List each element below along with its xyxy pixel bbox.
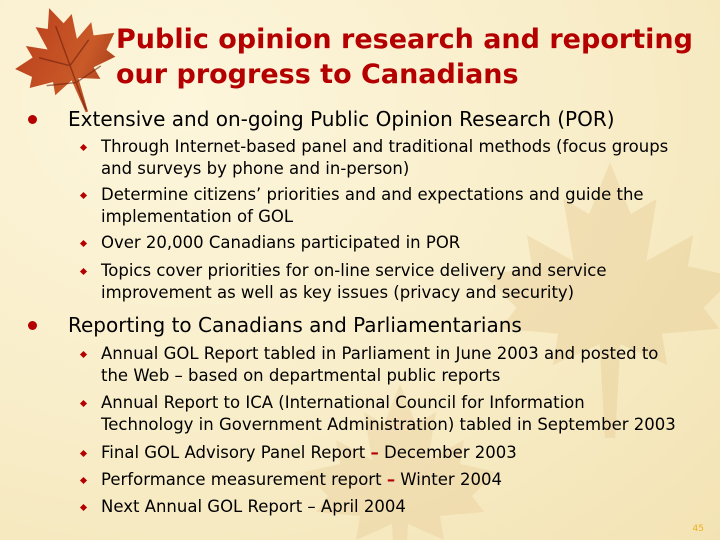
list-item-text: and surveys by phone and in-person) (101, 159, 410, 178)
bullet-dot-icon (28, 115, 37, 124)
maple-leaf-icon (4, 0, 132, 120)
list-item-text: the Web – based on departmental public reports (101, 366, 501, 385)
diamond-bullet-icon (80, 504, 87, 511)
list-item-text: Next Annual GOL Report – April 2004 (101, 497, 406, 516)
list-item-text: improvement as well as key issues (privacy and security) (101, 283, 575, 302)
title-line-1: Public opinion research and reporting (116, 24, 693, 55)
list-item-text: Over 20,000 Canadians participated in POR (101, 233, 461, 252)
section-heading-text: Extensive and on-going Public Opinion Research (POR) (68, 107, 615, 131)
list-item-text: Topics cover priorities for on-line service delivery and service (101, 261, 607, 280)
list-item-text: Final GOL Advisory Panel Report – December 2003 (101, 443, 517, 462)
diamond-bullet-icon (80, 192, 87, 199)
list-item-text: Technology in Government Administration) tabled in September 2003 (101, 415, 676, 434)
diamond-bullet-icon (80, 450, 87, 457)
title-line-2: our progress to Canadians (116, 59, 519, 90)
list-item-text: implementation of GOL (101, 207, 294, 226)
list-item-text: Performance measurement report – Winter 2004 (101, 470, 502, 489)
list-item-text: Annual Report to ICA (International Council for Information (101, 393, 585, 412)
diamond-bullet-icon (80, 268, 87, 275)
section-heading-text: Reporting to Canadians and Parliamentarians (68, 313, 522, 337)
diamond-bullet-icon (80, 144, 87, 151)
slide-title (116, 22, 716, 92)
diamond-bullet-icon (80, 351, 87, 358)
diamond-bullet-icon (80, 477, 87, 484)
diamond-bullet-icon (80, 240, 87, 247)
list-item-text: Through Internet-based panel and traditional methods (focus groups (101, 137, 669, 156)
bullet-dot-icon (28, 321, 37, 330)
list-item-text: Annual GOL Report tabled in Parliament in June 2003 and posted to (101, 344, 659, 363)
list-item-text: Determine citizens’ priorities and and expectations and guide the (101, 185, 644, 204)
page-number: 45 (692, 524, 704, 534)
diamond-bullet-icon (80, 400, 87, 407)
